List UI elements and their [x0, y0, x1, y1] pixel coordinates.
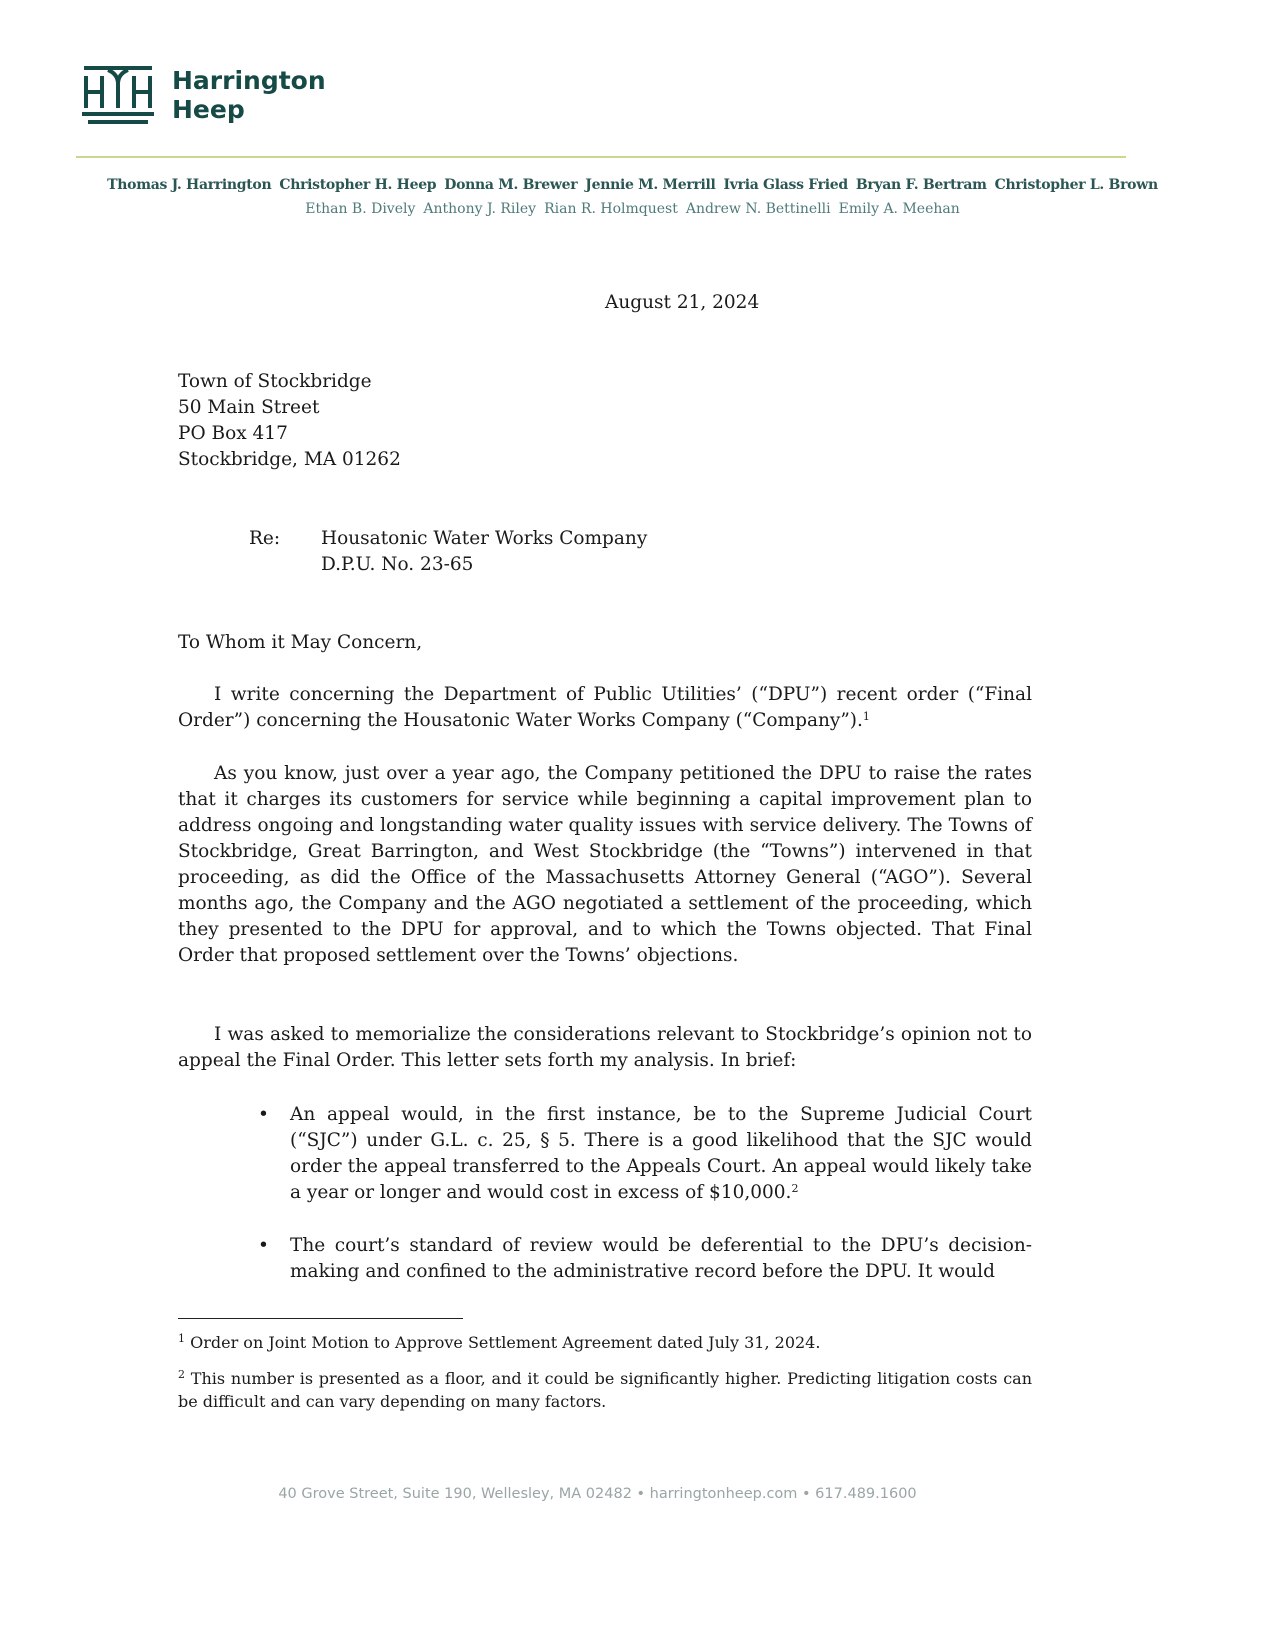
firm-name-line2: Heep — [172, 95, 245, 124]
partner-name: Jennie M. Merrill — [585, 177, 716, 193]
firm-logo — [80, 64, 326, 126]
bullet-item — [258, 1233, 1032, 1285]
partner-name: Christopher L. Brown — [994, 177, 1158, 193]
footnote-ref: 2 — [791, 1182, 799, 1195]
bullet-icon: • — [258, 1104, 269, 1125]
footnote-ref: 1 — [862, 710, 870, 723]
partner-list — [60, 177, 1205, 193]
associate-name: Anthony J. Riley — [423, 201, 537, 217]
salutation: To Whom it May Concern, — [178, 632, 423, 653]
bullet-text: The court’s standard of review would be deferential to the DPU’s decision-making and confined to the administrative record before the DPU. It would — [290, 1235, 1032, 1282]
bullet-icon: • — [258, 1235, 269, 1256]
firm-name-line1: Harrington — [172, 66, 326, 95]
letter-date: August 21, 2024 — [605, 292, 760, 313]
letterhead-divider — [76, 156, 1126, 158]
footnote-text: Order on Joint Motion to Approve Settlement Agreement dated July 31, 2024. — [190, 1333, 821, 1352]
partner-name: Ivria Glass Fried — [723, 177, 848, 193]
footnote-number: 2 — [178, 1368, 185, 1381]
recipient-address — [178, 369, 401, 473]
address-line: 50 Main Street — [178, 397, 320, 418]
paragraph-2: As you know, just over a year ago, the Company petitioned the DPU to raise the rates that it charges its customers for service while beginning a capital improvement plan to address ongoing and longstanding water quality issues with service delivery. The Towns of Stockbridge, Great Barrington, and West Stockbridge (the “Towns”) intervened in that proceeding, as did the Office of the Massachusetts Attorney General (“AGO”). Several months ago, the Company and the AGO negotiated a settlement of the proceeding, which they presented to the DPU for approval, and to which the Towns objected. That Final Order that proposed settlement over the Towns’ objections. — [178, 763, 1032, 966]
bullet-text: An appeal would, in the first instance, be to the Supreme Judicial Court (“SJC”) under G.L. c. 25, § 5. There is a good likelihood that the SJC would order the appeal transferred to the Appeals Court. An appeal would likely take a year or longer and would cost in excess of $10,000. — [290, 1104, 1032, 1203]
paragraph-3: I was asked to memorialize the considerations relevant to Stockbridge’s opinion not to appeal the Final Order. This letter sets forth my analysis. In brief: — [178, 1024, 1032, 1071]
associate-name: Ethan B. Dively — [305, 201, 416, 217]
bullet-item — [258, 1102, 1032, 1206]
re-line: D.P.U. No. 23-65 — [321, 554, 474, 575]
paragraph-text: I write concerning the Department of Public Utilities’ (“DPU”) recent order (“Final Order”) concerning the Housatonic Water Works Company (“Company”). — [178, 684, 1032, 731]
letterhead-footer: 40 Grove Street, Suite 190, Wellesley, MA 02482 • harringtonheep.com • 617.489.1600 — [278, 1486, 917, 1502]
footnote-2 — [178, 1367, 1032, 1413]
partner-name: Bryan F. Bertram — [855, 177, 987, 193]
hh-logo-icon — [80, 64, 156, 126]
footnote-text: This number is presented as a floor, and it could be significantly higher. Predicting litigation costs can be difficult and can vary depending on many factors. — [178, 1369, 1033, 1411]
address-line: PO Box 417 — [178, 423, 288, 444]
partner-name: Christopher H. Heep — [279, 177, 437, 193]
re-label: Re: — [249, 528, 281, 549]
associate-name: Andrew N. Bettinelli — [685, 201, 831, 217]
associate-list — [60, 201, 1205, 217]
footnote-number: 1 — [178, 1332, 185, 1345]
re-subject — [321, 526, 647, 578]
address-line: Town of Stockbridge — [178, 371, 372, 392]
partner-name: Thomas J. Harrington — [107, 177, 272, 193]
paragraph-1 — [178, 682, 1032, 734]
address-line: Stockbridge, MA 01262 — [178, 449, 401, 470]
footnote-divider — [178, 1318, 463, 1319]
footnote-1 — [178, 1331, 1032, 1354]
partner-name: Donna M. Brewer — [444, 177, 578, 193]
associate-name: Rian R. Holmquest — [544, 201, 678, 217]
re-line: Housatonic Water Works Company — [321, 528, 648, 549]
associate-name: Emily A. Meehan — [838, 201, 960, 217]
